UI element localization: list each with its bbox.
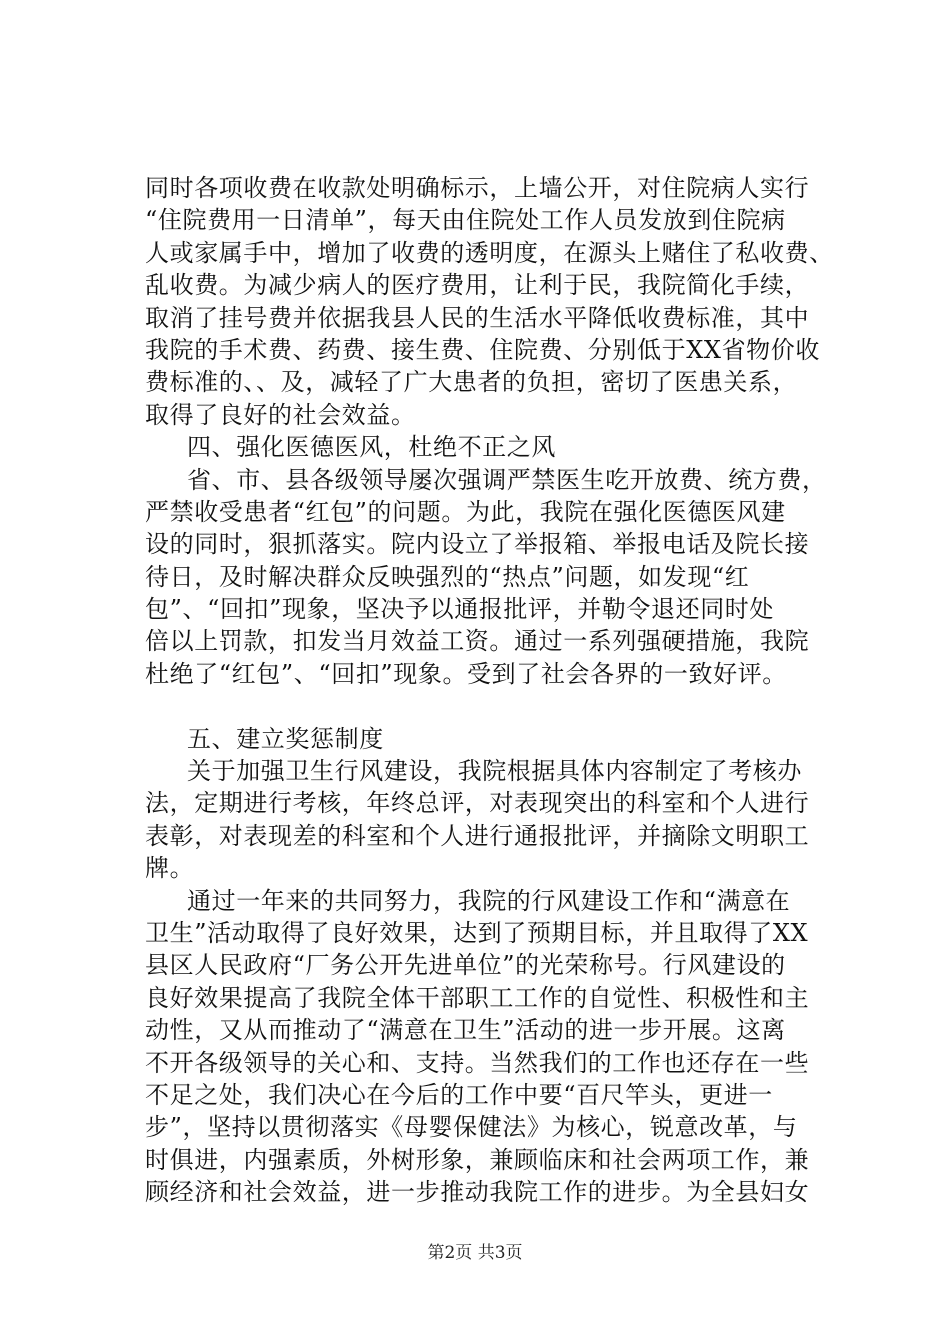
text-line: 牌。 [145,854,195,883]
text-line: 倍以上罚款，扣发当月效益工资。通过一系列强硬措施，我院 [145,627,810,656]
text-line: 表彰，对表现差的科室和个人进行通报批评，并摘除文明职工 [145,821,810,850]
blank-line [145,690,855,722]
text-line: 法，定期进行考核，年终总评，对表现突出的科室和个人进行 [145,789,810,818]
text-line: 不足之处，我们决心在今后的工作中要“百尺竿头，更进一 [145,1080,773,1109]
text-line: 取得了良好的社会效益。 [145,400,416,429]
text-line: 卫生”活动取得了良好效果，达到了预期目标，并且取得了XX [145,918,809,947]
text-line: 取消了挂号费并依据我县人民的生活水平降低收费标准，其中 [145,303,810,332]
document-body [145,172,855,1209]
text-line: 步”，坚持以贯彻落实《母婴保健法》为核心，锐意改革，与 [145,1113,798,1142]
text-line: 我院的手术费、药费、接生费、住院费、分别低于XX省物价收 [145,335,820,364]
page-number: 第2页 共3页 [427,1243,523,1263]
text-line: 人或家属手中，增加了收费的透明度，在源头上赌住了私收费、 [145,238,834,267]
text-line: 动性，又从而推动了“满意在卫生”活动的进一步开展。这离 [145,1016,786,1045]
section-heading: 四、强化医德医风，杜绝不正之风 [187,433,556,462]
text-line: 乱收费。为减少病人的医疗费用，让利于民，我院简化手续， [145,271,810,300]
text-line: 杜绝了“红包”、“回扣”现象。受到了社会各界的一致好评。 [145,659,787,688]
text-line: 包”、“回扣”现象，坚决予以通报批评，并勒令退还同时处 [145,595,775,624]
text-line: 时俱进，内强素质，外树形象，兼顾临床和社会两项工作，兼 [145,1145,810,1174]
text-line: 同时各项收费在收款处明确标示，上墙公开，对住院病人实行 [145,174,810,202]
text-line: 通过一年来的共同努力，我院的行风建设工作和“满意在 [187,886,791,915]
text-line: “住院费用一日清单”，每天由住院处工作人员发放到住院病 [145,206,786,235]
text-line: 顾经济和社会效益，进一步推动我院工作的进步。为全县妇女 [145,1178,810,1207]
text-line: 省、市、县各级领导屡次强调严禁医生吃开放费、统方费， [187,465,827,494]
text-line: 不开各级领导的关心和、支持。当然我们的工作也还存在一些 [145,1048,810,1077]
text-line: 严禁收受患者“红包”的问题。为此，我院在强化医德医风建 [145,497,786,526]
text-line: 良好效果提高了我院全体干部职工工作的自觉性、积极性和主 [145,983,810,1012]
text-line: 费标准的、、及，减轻了广大患者的负担，密切了医患关系， [145,368,798,397]
text-line: 关于加强卫生行风建设，我院根据具体内容制定了考核办 [187,757,802,786]
section-heading: 五、建立奖惩制度 [187,724,384,753]
text-line: 县区人民政府“厂务公开先进单位”的光荣称号。行风建设的 [145,951,786,980]
text-line: 待日，及时解决群众反映强烈的“热点”问题，如发现“红 [145,562,750,591]
text-line: 设的同时，狠抓落实。院内设立了举报箱、举报电话及院长接 [145,530,810,559]
